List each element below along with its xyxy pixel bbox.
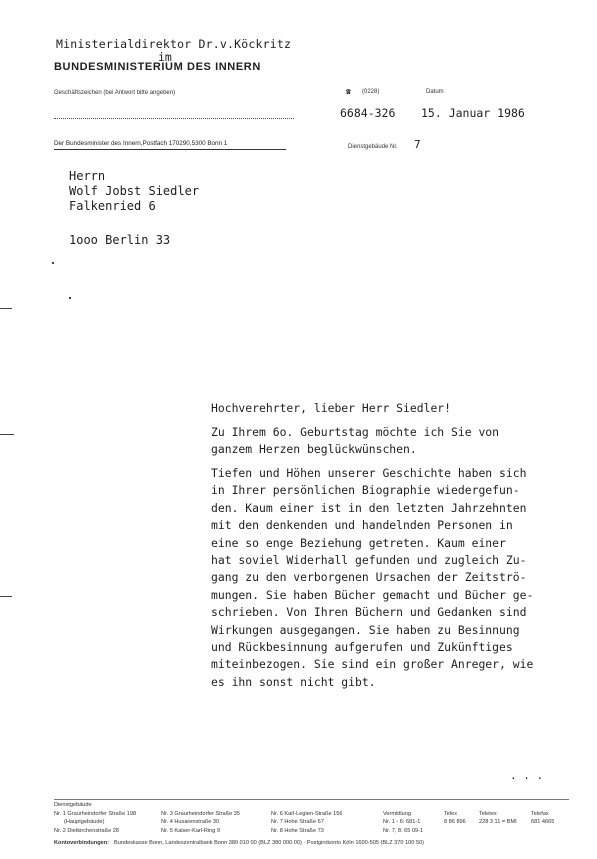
switchboard-number: Nr. 7, 8: 65 09-1	[383, 828, 424, 834]
reference-dotted-line	[54, 118, 294, 119]
telephone-icon: ☎	[346, 87, 351, 96]
sender-return-address: Der Bundesminister des Innern,Postfach 170290,5300 Bonn 1	[54, 140, 228, 147]
fold-mark	[0, 596, 12, 597]
recipient-street: Falkenried 6	[69, 199, 156, 213]
letterhead-im: im	[158, 50, 172, 64]
telex-label: Telex	[444, 811, 458, 817]
telefax-label: Telefax	[531, 811, 549, 817]
speck	[52, 262, 54, 264]
letter-paragraph-2: Tiefen und Höhen unserer Geschichte haben sich in Ihrer persönlichen Biographie wiedergefun- den. Kaum einer ist in den letzten Jahrzehnten mit den denkenden und handelnden Personen in eine so enge Beziehung getreten. Kaum einer hat soviel Widerhall gefunden und zugleich Zu- gang zu den verborgenen Ursachen der Zeitströ- mungen. Sie haben Bücher gemacht und Bücher ge- schrieben. Von Ihren Büchern und Gedanken sind Wirkungen ausgegangen. Sie haben zu Besinnung und Rückbesinnung aufgerufen und Zukünftiges miteinbezogen. Sie sind ein großer Anreger, wie es ihn sonst nicht gibt.	[211, 466, 534, 689]
continuation-dots: . . .	[510, 769, 544, 782]
building-number: 7	[414, 138, 421, 151]
bank-details: Bundeskasse Bonn, Landeszentralbank Bonn 380 010 00 (BLZ 380 000 00) · Postgirokonto Köln 1600-505 (BLZ 370 100 50)	[114, 840, 425, 846]
phone-area-code: (0228)	[362, 89, 380, 95]
footer-building: Nr. 8 Hohe Straße 73	[271, 828, 324, 834]
recipient-name: Wolf Jobst Siedler	[69, 184, 200, 198]
switchboard-label: Vermittlung	[383, 811, 411, 817]
teletex-number: 228 3 11 = BMI	[479, 819, 517, 825]
footer-building: Nr. 5 Kaiser-Karl-Ring 9	[161, 828, 221, 834]
footer-building: (Hauptgebäude)	[64, 819, 105, 825]
bank-label: Kontoverbindungen:	[54, 840, 109, 846]
date-label: Datum	[426, 89, 444, 95]
telefax-number: 681 4665	[531, 819, 555, 825]
reference-label: Geschäftszeichen (bei Antwort bitte angeben)	[54, 90, 176, 96]
punch-mark	[0, 434, 14, 435]
sender-underline	[54, 149, 286, 150]
building-label: Dienstgebäude Nr.	[348, 144, 398, 150]
footer-building: Nr. 4 Husarenstraße 30	[161, 819, 220, 825]
letterhead-official: Ministerialdirektor Dr.v.Köckritz	[56, 37, 292, 51]
letter-greeting: Hochverehrter, lieber Herr Siedler!	[211, 401, 452, 415]
letter-paragraph-1: Zu Ihrem 6o. Geburtstag möchte ich Sie von ganzem Herzen beglückwünschen.	[211, 425, 500, 457]
footer-building: Nr. 3 Graurheindorfer Straße 35	[161, 811, 240, 817]
letter-date: 15. Januar 1986	[421, 106, 525, 120]
footer-building: Nr. 2 Dietkirchenstraße 28	[54, 828, 119, 834]
footer-building: Nr. 1 Graurheindorfer Straße 198	[54, 811, 137, 817]
footer-rule	[54, 799, 569, 800]
switchboard-number: Nr. 1 - 6: 681-1	[383, 819, 421, 825]
recipient-salutation: Herrn	[69, 169, 106, 183]
footer-title: Dienstgebäude	[54, 802, 92, 808]
recipient-city: 1ooo Berlin 33	[69, 233, 171, 247]
footer-building: Nr. 6 Karl-Legien-Straße 156	[271, 811, 343, 817]
fold-mark	[0, 308, 12, 309]
phone-number: 6684-326	[340, 106, 396, 120]
telex-number: 8 86 896	[444, 819, 466, 825]
speck	[69, 297, 71, 299]
teletex-label: Teletex	[479, 811, 497, 817]
letterhead-ministry: BUNDESMINISTERIUM DES INNERN	[54, 61, 261, 73]
footer-building: Nr. 7 Hohe Straße 67	[271, 819, 324, 825]
